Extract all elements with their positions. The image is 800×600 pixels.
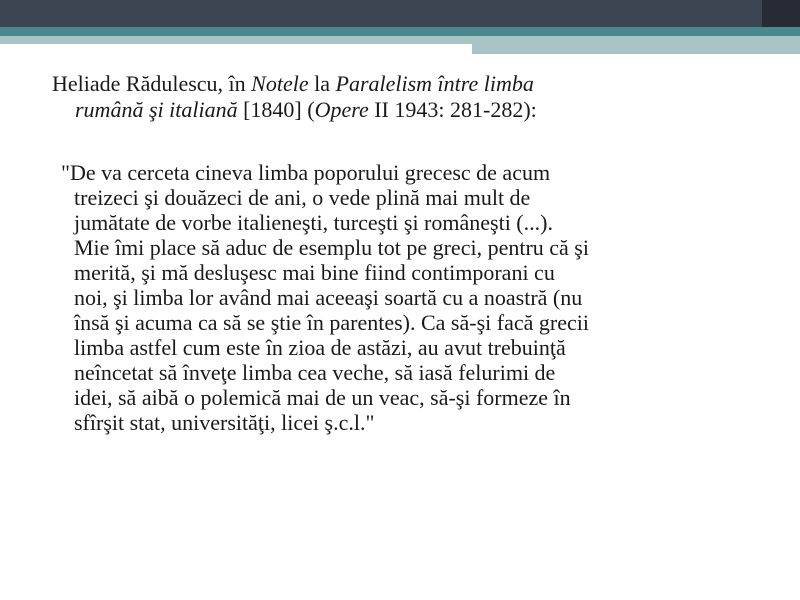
- quote-line: merită, şi mă desluşesc mai bine fiind contimporani cu: [74, 260, 555, 285]
- citation-line-2: [52, 97, 772, 123]
- citation-work-paralelism-part2: rumână şi italiană: [75, 97, 238, 122]
- quote-block: [61, 160, 771, 435]
- quote-line: sfîrşit stat, universităţi, licei ş.c.l.": [74, 410, 375, 435]
- header-bar-dark: [0, 0, 800, 27]
- citation-year: [1840] (: [237, 97, 315, 122]
- citation-reference: II 1943: 281-282):: [368, 97, 537, 122]
- citation-work-opere: Opere: [314, 97, 369, 122]
- citation-work-paralelism-part1: Paralelism între limba: [335, 71, 534, 96]
- quote-line: jumătate de vorbe italieneşti, turceşti şi româneşti (...).: [74, 210, 553, 235]
- citation-line-1: [52, 71, 534, 96]
- citation-connector: la: [308, 71, 336, 96]
- header-bar-dark-end: [762, 0, 800, 27]
- source-citation: [52, 71, 772, 123]
- quote-line: limba astfel cum este în zioa de astăzi, au avut trebuinţă: [74, 335, 566, 360]
- citation-work-notele: Notele: [251, 71, 309, 96]
- quote-line: noi, şi limba lor având mai aceeaşi soartă cu a noastră (nu: [74, 285, 583, 310]
- citation-author: Heliade Rădulescu, în: [52, 71, 252, 96]
- quote-line: Mie îmi place să aduc de esemplu tot pe greci, pentru că şi: [74, 235, 589, 260]
- header-bar-light-right: [472, 36, 800, 54]
- quote-line: însă şi acuma ca să se ştie în parentes). Ca să-şi facă grecii: [74, 310, 589, 335]
- quote-line: idei, să aibă o polemică mai de un veac, să-şi formeze în: [74, 385, 571, 410]
- header-bar-light-left: [0, 36, 472, 44]
- header-bar-teal: [0, 27, 800, 36]
- quote-line: "De va cerceta cineva limba poporului grecesc de acum: [61, 160, 551, 185]
- quote-line: neîncetat să înveţe limba cea veche, să iasă felurimi de: [74, 360, 556, 385]
- quote-line: treizeci şi douăzeci de ani, o vede plină mai mult de: [74, 185, 531, 210]
